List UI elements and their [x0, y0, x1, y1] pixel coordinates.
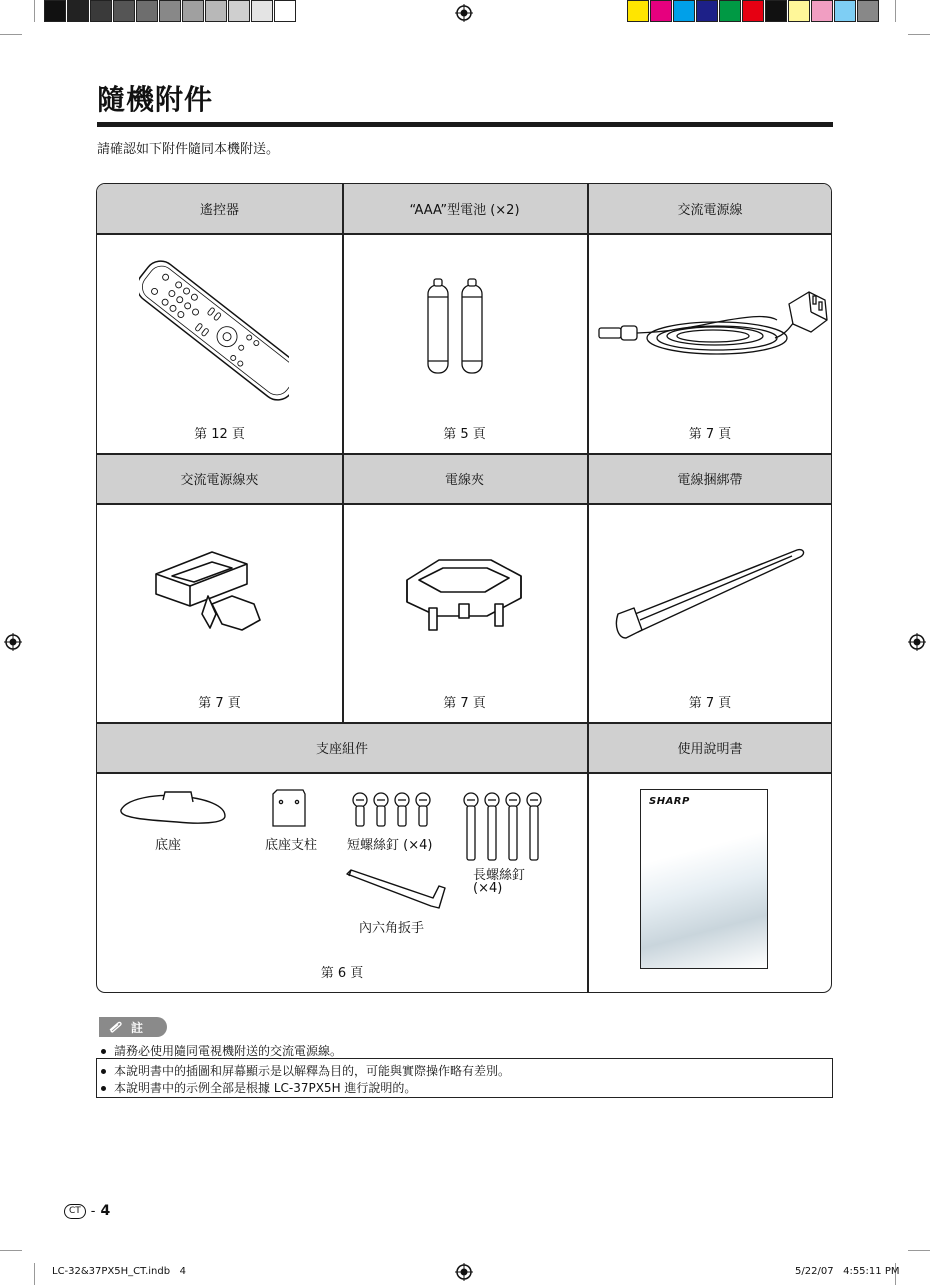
- hex-wrench-label: 內六角扳手: [359, 921, 425, 936]
- note-label: 註: [131, 1020, 144, 1035]
- page-number-value: 4: [100, 1203, 111, 1219]
- note-text: 請務必使用隨同電視機附送的交流電源線。: [114, 1044, 343, 1058]
- crop-line: [0, 34, 22, 35]
- note-text: 本說明書中的示例全部是根據 LC-37PX5H 進行說明的。: [114, 1081, 417, 1095]
- stand-post-icon: [269, 788, 309, 830]
- grid-line: [97, 233, 832, 235]
- registration-mark-icon: [455, 1263, 473, 1281]
- grid-line: [587, 184, 589, 993]
- registration-mark-icon: [455, 4, 473, 22]
- language-code-badge: CT: [64, 1204, 86, 1219]
- grid-line: [342, 184, 344, 723]
- grid-line: [97, 722, 832, 724]
- header-power-cord: 交流電源線: [587, 184, 832, 233]
- note-item: [101, 1062, 510, 1079]
- paperclip-icon: [107, 1021, 123, 1033]
- manual-brand-logo: SHARP: [649, 796, 690, 807]
- header-batteries: “AAA”型電池 (×2): [342, 184, 587, 233]
- cord-clamp-page-ref: 第 7 頁: [198, 696, 241, 711]
- color-strip: [627, 0, 880, 24]
- cable-clamp-icon: [399, 546, 529, 636]
- grayscale-strip: [44, 0, 297, 24]
- long-screw-icon: [461, 790, 545, 862]
- short-screw-label: 短螺絲釘 (×4): [347, 838, 433, 853]
- header-cable-clamp: 電線夾: [342, 454, 587, 503]
- short-screw-icon: [350, 790, 434, 830]
- hex-wrench-icon: [343, 868, 448, 913]
- cable-tie-icon: [612, 546, 807, 646]
- power-cord-icon: [597, 284, 832, 369]
- header-remote: 遙控器: [97, 184, 342, 233]
- note-item: [101, 1079, 416, 1096]
- accessories-table: [96, 183, 832, 993]
- registration-mark-icon: [908, 633, 926, 651]
- crop-line: [34, 1263, 35, 1285]
- long-screw-label: 長螺絲釘: [473, 868, 526, 883]
- intro-text: 請確認如下附件隨同本機附送。: [97, 142, 280, 157]
- footer-timestamp: 5/22/07 4:55:11 PM: [795, 1266, 900, 1277]
- note-item: [101, 1042, 342, 1059]
- grid-line: [97, 772, 832, 774]
- crop-line: [908, 1250, 930, 1251]
- cable-tie-page-ref: 第 7 頁: [688, 696, 732, 711]
- crop-line: [895, 0, 896, 22]
- manual-cover: [640, 789, 768, 969]
- battery-icon: [422, 277, 492, 377]
- cable-clamp-page-ref: 第 7 頁: [443, 696, 486, 711]
- page-title: 隨機附件: [97, 83, 214, 116]
- battery-page-ref: 第 5 頁: [443, 427, 486, 442]
- note-badge: [99, 1017, 167, 1037]
- crop-line: [34, 0, 35, 22]
- grid-line: [97, 503, 832, 505]
- long-screw-count: (×4): [473, 881, 503, 896]
- footer-filename: LC-32&37PX5H_CT.indb 4: [52, 1266, 186, 1277]
- stand-base-label: 底座: [155, 838, 182, 853]
- power-cord-page-ref: 第 7 頁: [688, 427, 732, 442]
- page-number: [64, 1203, 110, 1219]
- header-stand: 支座組件: [97, 723, 587, 772]
- grid-line: [97, 453, 832, 455]
- stand-base-icon: [117, 788, 229, 828]
- stand-page-ref: 第 6 頁: [320, 966, 364, 981]
- crop-line: [908, 34, 930, 35]
- note-text: 本說明書中的插圖和屏幕顯示是以解釋為目的，可能與實際操作略有差別。: [114, 1064, 511, 1078]
- page-number-separator: -: [90, 1203, 96, 1219]
- header-manual: 使用說明書: [587, 723, 832, 772]
- header-cord-clamp: 交流電源線夾: [97, 454, 342, 503]
- header-cable-tie: 電線捆綁帶: [587, 454, 832, 503]
- registration-mark-icon: [4, 633, 22, 651]
- cord-clamp-icon: [152, 544, 267, 639]
- remote-page-ref: 第 12 頁: [194, 427, 245, 442]
- stand-post-label: 底座支柱: [265, 838, 318, 853]
- crop-line: [0, 1250, 22, 1251]
- remote-control-icon: [139, 244, 289, 414]
- title-rule: [97, 122, 833, 127]
